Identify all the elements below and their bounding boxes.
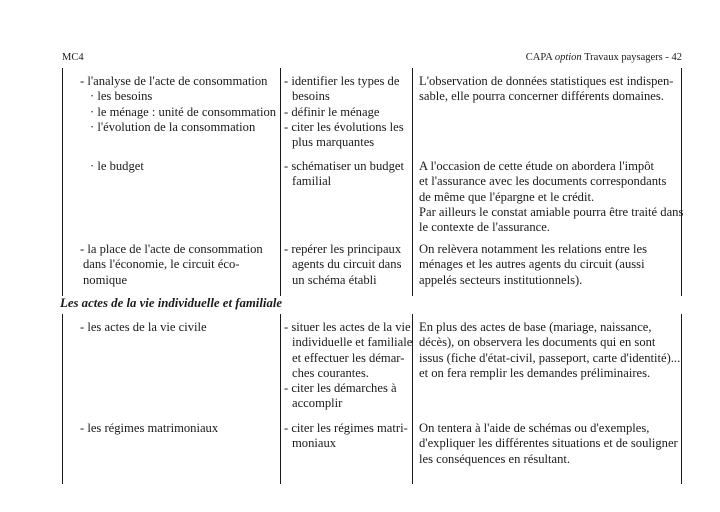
comment-line: décès), on observera les documents qui en sont: [419, 335, 656, 350]
topic-line: - l'analyse de l'acte de consommation: [80, 74, 268, 88]
page-header-title: [526, 52, 682, 64]
objective-line: besoins: [292, 89, 330, 104]
row4-topic: [80, 320, 207, 335]
objective-line: accomplir: [292, 396, 343, 411]
row5-comments: [419, 421, 678, 467]
objective-line: agents du circuit dans: [292, 257, 402, 272]
objective-line: et effectuer les démar-: [292, 350, 405, 365]
objective-line: - citer les démarches à: [284, 381, 397, 396]
topic-line: · l'évolution de la consommation: [90, 119, 256, 134]
comment-line: A l'occasion de cette étude on abordera l'impôt: [419, 159, 654, 173]
objective-line: individuelle et familiale: [292, 335, 413, 350]
left-rule-bottom: [62, 314, 63, 484]
comment-line: de même que l'épargne et le crédit.: [419, 189, 595, 204]
left-rule-top: [62, 68, 63, 296]
objective-line: - repérer les principaux: [284, 242, 402, 256]
objective-line: - citer les régimes matri-: [284, 421, 408, 435]
header-program-page: Travaux paysagers - 42: [584, 52, 682, 63]
objective-line: moniaux: [292, 436, 337, 451]
topic-line: · les besoins: [90, 89, 153, 104]
comment-line: sable, elle pourra concerner différents domaines.: [419, 89, 664, 104]
comment-line: issus (fiche d'état-civil, passeport, carte d'identité)...: [419, 350, 681, 365]
row4-comments: [419, 320, 680, 381]
row5-topic: [80, 421, 218, 436]
comment-line: L'observation de données statistiques est indispen-: [419, 74, 674, 88]
objective-line: - définir le ménage: [284, 104, 380, 119]
topic-line: - la place de l'acte de consommation: [80, 242, 263, 256]
header-option: option: [554, 52, 582, 63]
comment-line: On relèvera notamment les relations entre les: [419, 242, 647, 256]
objective-line: ches courantes.: [292, 365, 369, 380]
col-rule-2-top: [412, 68, 413, 296]
col-rule-1-bottom: [280, 314, 281, 484]
row3-objectives: [284, 242, 401, 288]
comment-line: et l'assurance avec les documents correspondants: [419, 174, 667, 189]
comment-line: appelés secteurs institutionnels).: [419, 272, 583, 287]
row2-comments: [419, 159, 683, 235]
row3-comments: [419, 242, 647, 288]
objective-line: - identifier les types de: [284, 74, 400, 88]
row1-comments: [419, 74, 673, 105]
objective-line: un schéma établi: [292, 272, 377, 287]
row1-objectives: [284, 74, 404, 150]
header-capa: CAPA: [525, 52, 553, 63]
section-heading: Les actes de la vie individuelle et familiale: [60, 296, 283, 310]
objective-line: - citer les évolutions les: [284, 119, 404, 134]
topic-line: - les régimes matrimoniaux: [80, 421, 219, 435]
topic-line: - les actes de la vie civile: [80, 320, 207, 334]
comment-line: et on fera remplir les demandes préliminaires.: [419, 365, 651, 380]
objective-line: - schématiser un budget: [284, 159, 404, 173]
col-rule-1-top: [280, 68, 281, 296]
topic-line: · le ménage : unité de consommation: [90, 104, 277, 119]
topic-line: dans l'économie, le circuit éco-: [83, 257, 240, 272]
objective-line: plus marquantes: [292, 135, 375, 150]
row2-objectives: [284, 159, 404, 190]
comment-line: ménages et les autres agents du circuit (aussi: [419, 257, 645, 272]
right-rule-bottom: [681, 314, 682, 484]
objective-line: familial: [292, 174, 332, 189]
row5-objectives: [284, 421, 408, 452]
comment-line: le contexte de l'assurance.: [419, 220, 550, 235]
row4-objectives: [284, 320, 412, 412]
comment-line: En plus des actes de base (mariage, naissance,: [419, 320, 652, 334]
objective-line: - situer les actes de la vie: [284, 320, 411, 334]
topic-line: · le budget: [90, 159, 144, 173]
comment-line: les conséquences en résultant.: [419, 451, 571, 466]
comment-line: d'expliquer les différentes situations et de souligner: [419, 436, 678, 451]
comment-line: Par ailleurs le constat amiable pourra être traité dans: [419, 204, 684, 219]
topic-line: nomique: [83, 272, 128, 287]
comment-line: On tentera à l'aide de schémas ou d'exemples,: [419, 421, 650, 435]
row2-topic: [90, 159, 144, 174]
page-header-code: MC4: [62, 52, 84, 63]
row3-topic: [80, 242, 263, 288]
row1-topic: [80, 74, 276, 135]
